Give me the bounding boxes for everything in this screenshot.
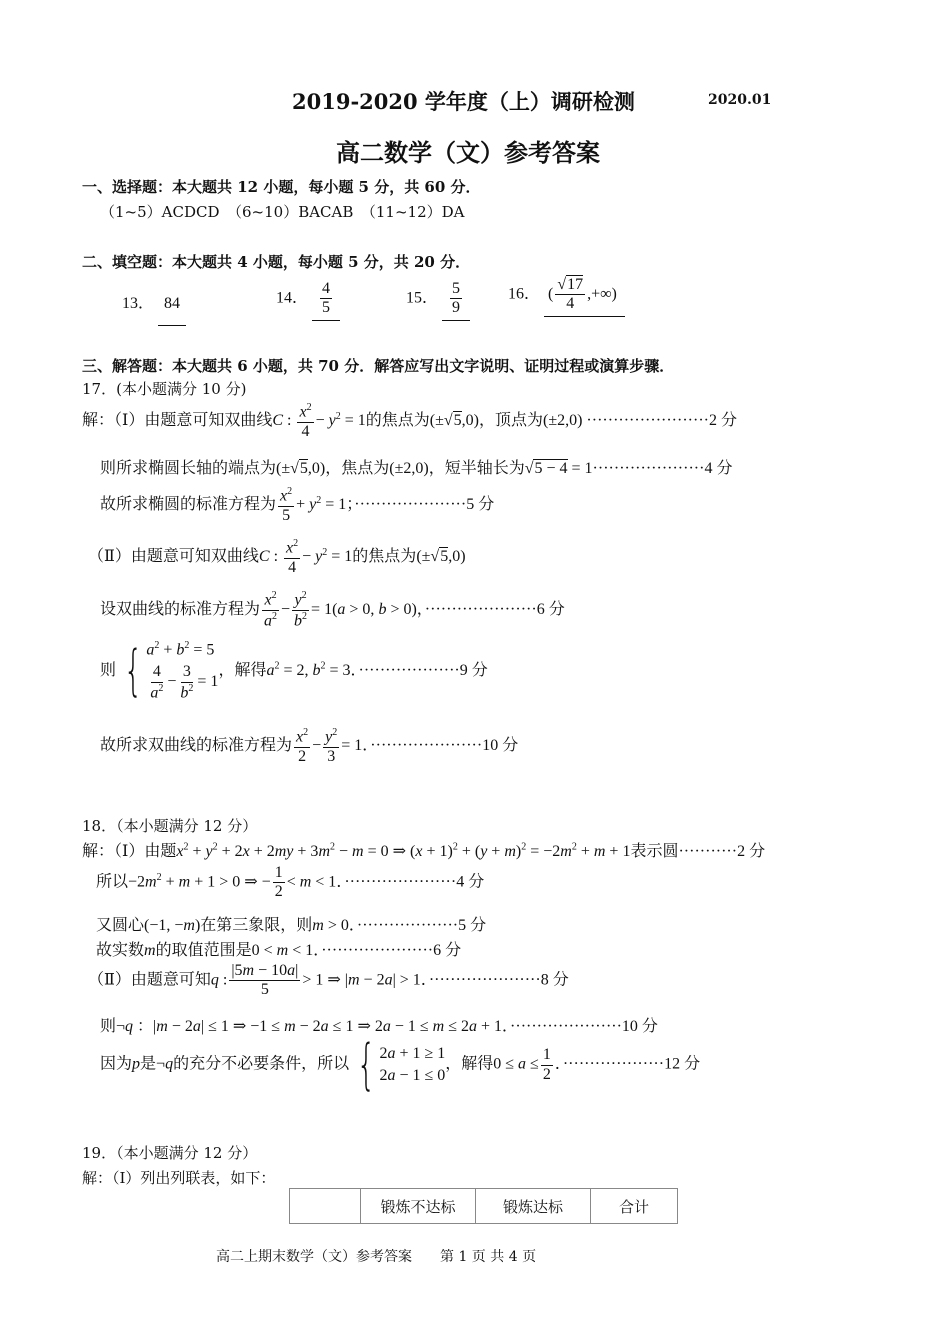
q19-title: 19．（本小题满分 12 分）: [82, 1144, 258, 1162]
q17-line1: 解：（Ⅰ）由题意可知双曲线C : $\frac{x^2}{4}$ − $y^2 = 1$的焦点为(±√5,0)，顶点为(±2,0) ·······················2 分: [82, 402, 737, 440]
q18-line5: （Ⅱ）由题意可知q : $\frac{|5m - 10a|}{5}$ > 1 ⇒ |m − 2a| > 1．·····················8 分: [88, 962, 569, 999]
page-footer: 高二上期末数学（文）参考答案 第 1 页 共 4 页: [216, 1249, 537, 1265]
q17-line2: 则所求椭圆长轴的端点为(±√5,0)，焦点为(±2,0)，短半轴长为√5 − 4 = 1·····················4 分: [100, 460, 733, 477]
q18-line4: 故实数m的取值范围是0 < m < 1．·····················6 分: [96, 942, 462, 959]
q18-title: 18．（本小题满分 12 分）: [82, 817, 258, 835]
q17-line6: 则 { $a^2 + b^2 = 5$ $\frac{4}{a^2}$ − $\frac{3}{b^2}$ = 1 ，解得$a^2 = 2$, $b^2 = 3$．···················9 分: [100, 639, 488, 703]
date-label: 2020.01: [708, 92, 772, 108]
section1-answers: （1~5）ACDCD （6~10）BACAB （11~12）DA: [100, 203, 465, 221]
table-header-cell: 合计: [591, 1189, 678, 1224]
page-subtitle: 高二数学（文）参考答案: [336, 138, 600, 167]
section2-heading: 二、填空题：本大题共 4 小题，每小题 5 分，共 20 分．: [82, 253, 471, 271]
page-title: 2019-2020 学年度（上）调研检测: [292, 89, 635, 114]
q18-line6: 则¬q ：|m − 2a| ≤ 1 ⇒ −1 ≤ m − 2a ≤ 1 ⇒ 2a − 1 ≤ m ≤ 2a + 1．·····················10 分: [100, 1018, 658, 1035]
q13-answer: 13． 84: [122, 290, 186, 326]
table-header-cell: 锻炼不达标: [361, 1189, 476, 1224]
q18-line1: 解：（Ⅰ）由题$x^2 + y^2 + 2x + 2my + 3m^2 - m = 0$ ⇒ $(x + 1)^2 + (y + m)^2 = -2m^2 + m + 1$表示圆···········2 分: [82, 841, 766, 860]
q18-line3: 又圆心(−1, −m)在第三象限，则m > 0．···················5 分: [96, 917, 487, 934]
section3-heading: 三、解答题：本大题共 6 小题，共 70 分．解答应写出文字说明、证明过程或演算步骤．: [82, 357, 675, 375]
q15-answer: 15． $\frac{5}{9}$: [406, 280, 470, 321]
contingency-table: [289, 1188, 678, 1224]
table-header-cell: [290, 1189, 361, 1224]
q18-line7: 因为p是¬q的充分不必要条件，所以 { 2a + 1 ≥ 1 2a − 1 ≤ 0 ，解得0 ≤ a ≤ $\frac{1}{2}$ ．···················12 分: [100, 1033, 701, 1096]
q19-line1: 解：（Ⅰ）列出列联表，如下：: [82, 1169, 276, 1187]
q17-line4: （Ⅱ）由题意可知双曲线C : $\frac{x^2}{4}$ − $y^2 = 1$的焦点为(±√5,0): [88, 538, 466, 576]
q17-line7: 故所求双曲线的标准方程为 $\frac{x^2}{2}$ − $\frac{y^2}{3}$ = 1．·····················10 分: [100, 727, 519, 765]
q17-line5: 设双曲线的标准方程为 $\frac{x^2}{a^2}$ − $\frac{y^2}{b^2}$ = 1(a > 0, b > 0)，·····················6 分: [100, 590, 565, 630]
section1-heading: 一、选择题：本大题共 12 小题，每小题 5 分，共 60 分．: [82, 178, 481, 196]
q17-line3: 故所求椭圆的标准方程为 $\frac{x^2}{5}$ + $y^2 = 1$；·····················5 分: [100, 486, 495, 524]
q14-answer: 14． $\frac{4}{5}$: [276, 280, 340, 321]
q17-title: 17．(本小题满分 10 分): [82, 380, 247, 398]
table-header-row: [290, 1189, 678, 1224]
q16-answer: 16． ( $\frac{√17}{4}$ ,+∞): [508, 276, 625, 317]
table-header-cell: 锻炼达标: [476, 1189, 591, 1224]
q18-line2: 所以$-2m^2 + m + 1 > 0$ ⇒ − $\frac{1}{2}$ < m < 1．·····················4 分: [96, 864, 485, 901]
